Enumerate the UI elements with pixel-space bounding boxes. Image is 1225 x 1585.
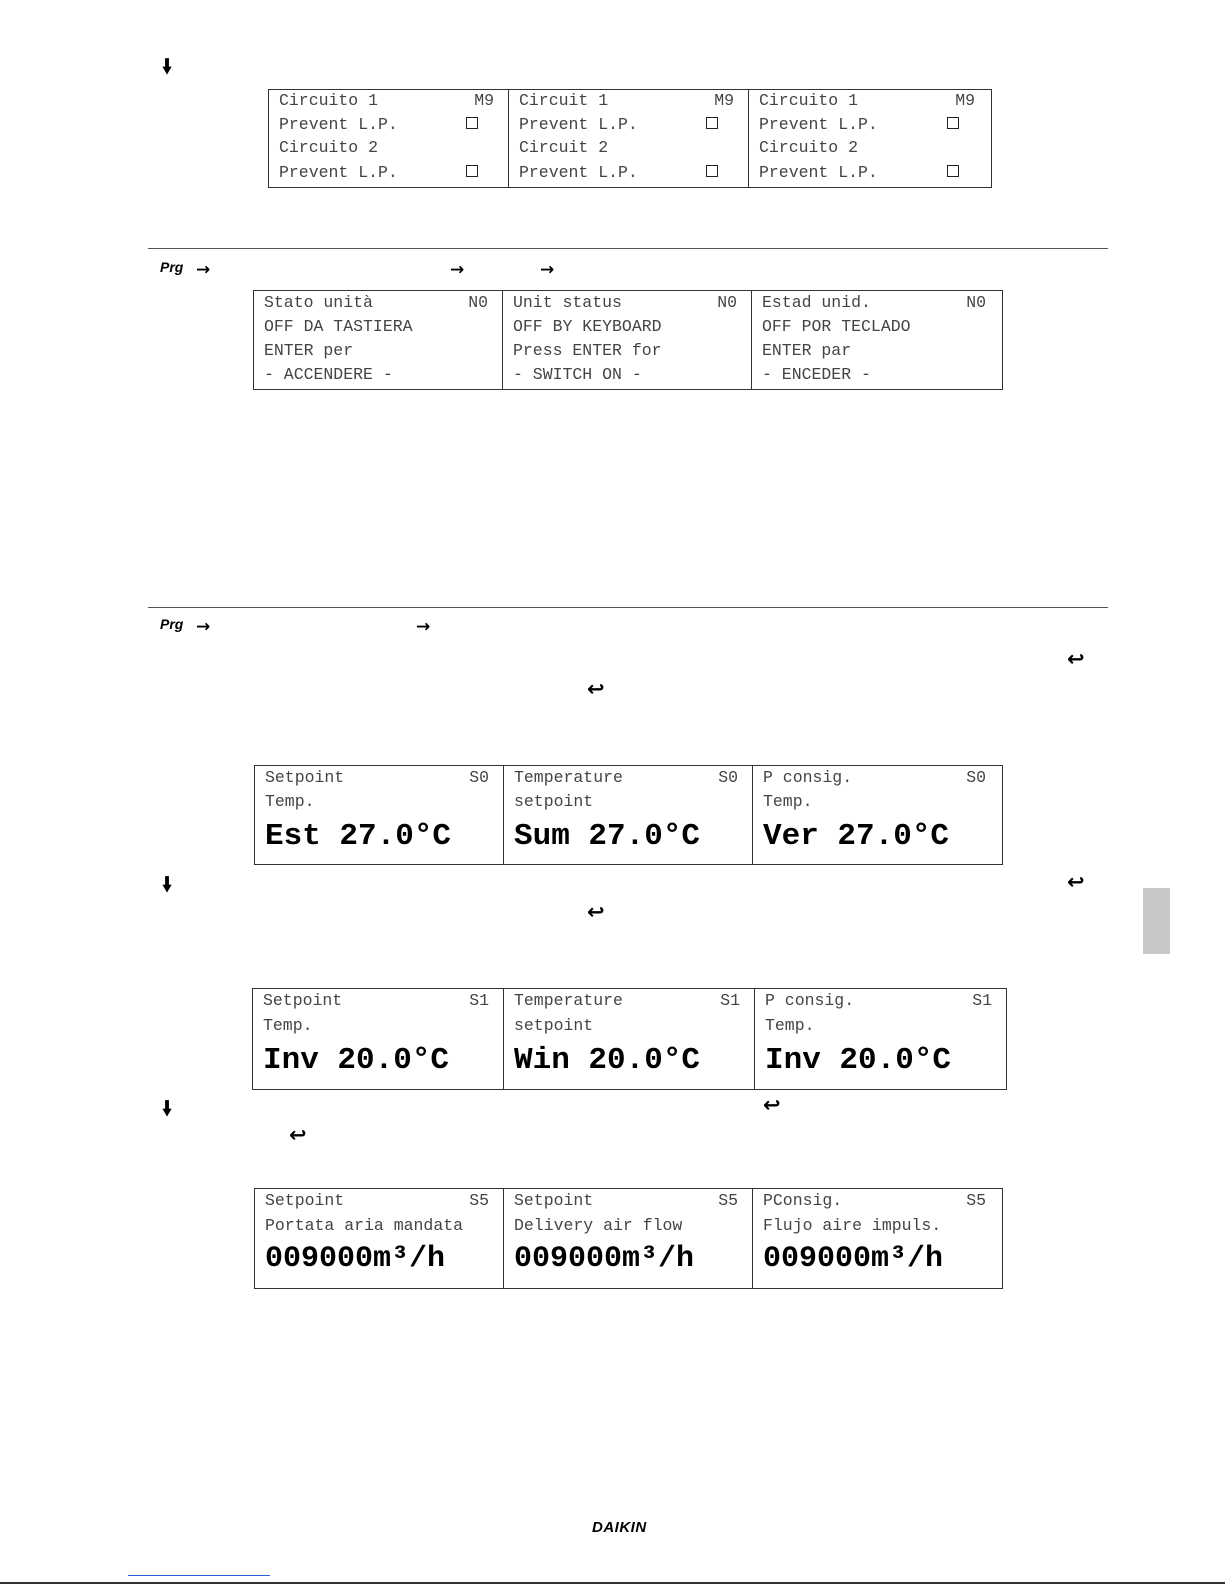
lcd-line-1: P consig.: [763, 768, 853, 787]
enter-return-icon: ↩: [587, 677, 605, 701]
lcd-line-4: Prevent L.P.: [279, 163, 398, 182]
prg-key-label: Prg: [160, 259, 184, 275]
lcd-panel-italian: [255, 1189, 504, 1288]
setpoint-value: Inv 20.0°C: [263, 1043, 450, 1078]
setpoint-value: Ver 27.0°C: [763, 819, 950, 854]
screen-code: S5: [469, 1191, 489, 1210]
screen-code: N0: [468, 293, 488, 312]
screen-code: S0: [966, 768, 986, 787]
lcd-line-1: Stato unità: [264, 293, 373, 312]
lcd-line-1: Setpoint: [265, 1191, 345, 1210]
right-arrow-icon: →: [416, 617, 431, 637]
lcd-line-1: Circuit 1: [519, 91, 609, 110]
lcd-line-2: setpoint: [514, 792, 594, 811]
lcd-line-3: ENTER per: [264, 341, 354, 360]
lcd-line-1: PConsig.: [763, 1191, 843, 1210]
lcd-line-3: ENTER par: [762, 341, 852, 360]
footer-divider: [0, 1582, 1225, 1584]
setpoint-value: Win 20.0°C: [514, 1043, 701, 1078]
lcd-line-2: Temp.: [763, 792, 813, 811]
screen-code: S5: [718, 1191, 738, 1210]
enter-return-icon: ↩: [289, 1123, 307, 1147]
right-arrow-icon: →: [196, 260, 211, 280]
prg-key-label: Prg: [160, 616, 184, 632]
right-arrow-icon: →: [196, 617, 211, 637]
lcd-line-1: Setpoint: [265, 768, 345, 787]
lcd-line-1: Setpoint: [263, 991, 343, 1010]
lcd-line-2: Delivery air flow: [514, 1216, 683, 1235]
lcd-line-1: Circuito 1: [279, 91, 379, 110]
checkbox-icon: [947, 117, 959, 129]
lcd-line-4: - SWITCH ON -: [513, 365, 642, 384]
enter-return-icon: ↩: [587, 900, 605, 924]
airflow-value: 009000m³/h: [265, 1242, 446, 1276]
lcd-line-1: Setpoint: [514, 1191, 594, 1210]
lcd-panel-spanish: [749, 90, 989, 187]
setpoint-value: Inv 20.0°C: [765, 1043, 952, 1078]
lcd-line-1: Unit status: [513, 293, 622, 312]
section-divider: [148, 248, 1108, 249]
lcd-line-2: OFF DA TASTIERA: [264, 317, 413, 336]
down-arrow-icon: 🠛: [162, 872, 173, 896]
lcd-line-3: Circuito 2: [279, 138, 379, 157]
lcd-line-2: Prevent L.P.: [279, 115, 398, 134]
lcd-panel-italian: [254, 291, 503, 389]
enter-return-icon: ↩: [763, 1093, 781, 1117]
screen-code: S0: [469, 768, 489, 787]
screen-code: S0: [718, 768, 738, 787]
lcd-line-3: Circuit 2: [519, 138, 609, 157]
lcd-line-2: OFF POR TECLADO: [762, 317, 911, 336]
daikin-logo: DAIKIN: [592, 1519, 647, 1536]
airflow-value: 009000m³/h: [763, 1242, 944, 1276]
page-side-tab: [1143, 888, 1170, 954]
lcd-line-1: Temperature: [514, 991, 623, 1010]
lcd-panel-spanish: [753, 766, 1000, 864]
footer-link-underline: [128, 1575, 270, 1576]
enter-return-icon: ↩: [1067, 647, 1085, 671]
screen-code: S1: [469, 991, 489, 1010]
checkbox-icon: [706, 117, 718, 129]
screen-code: S5: [966, 1191, 986, 1210]
setpoint-value: Est 27.0°C: [265, 819, 452, 854]
screen-code: M9: [714, 91, 734, 110]
lcd-panel-english: [509, 90, 749, 187]
lcd-panel-english: [503, 291, 752, 389]
lcd-panel-spanish: [752, 291, 1000, 389]
screen-code: M9: [955, 91, 975, 110]
lcd-display-s1: [252, 988, 1007, 1090]
screen-code: S1: [972, 991, 992, 1010]
screen-code: M9: [474, 91, 494, 110]
enter-return-icon: ↩: [1067, 870, 1085, 894]
lcd-panel-english: [504, 766, 753, 864]
lcd-display-s5: [254, 1188, 1003, 1289]
lcd-line-3: Press ENTER for: [513, 341, 662, 360]
lcd-line-1: Circuito 1: [759, 91, 859, 110]
lcd-line-3: Circuito 2: [759, 138, 859, 157]
lcd-line-4: Prevent L.P.: [519, 163, 638, 182]
lcd-panel-spanish: [753, 1189, 1000, 1288]
airflow-value: 009000m³/h: [514, 1242, 695, 1276]
section-divider: [148, 607, 1108, 608]
right-arrow-icon: →: [450, 260, 465, 280]
lcd-line-2: Prevent L.P.: [759, 115, 878, 134]
lcd-line-2: Temp.: [263, 1016, 313, 1035]
lcd-panel-italian: [255, 766, 504, 864]
lcd-line-1: P consig.: [765, 991, 855, 1010]
lcd-line-2: OFF BY KEYBOARD: [513, 317, 662, 336]
lcd-line-2: Temp.: [765, 1016, 815, 1035]
lcd-line-2: setpoint: [514, 1016, 594, 1035]
checkbox-icon: [466, 117, 478, 129]
lcd-panel-english: [504, 989, 755, 1089]
lcd-line-2: Flujo aire impuls.: [763, 1216, 942, 1235]
setpoint-value: Sum 27.0°C: [514, 819, 701, 854]
lcd-line-2: Portata aria mandata: [265, 1216, 464, 1235]
lcd-line-4: - ENCEDER -: [762, 365, 871, 384]
lcd-line-4: - ACCENDERE -: [264, 365, 393, 384]
screen-code: N0: [717, 293, 737, 312]
lcd-line-2: Prevent L.P.: [519, 115, 638, 134]
lcd-panel-italian: [269, 90, 509, 187]
checkbox-icon: [947, 165, 959, 177]
lcd-line-2: Temp.: [265, 792, 315, 811]
checkbox-icon: [466, 165, 478, 177]
lcd-line-1: Estad unid.: [762, 293, 871, 312]
lcd-display-n0: [253, 290, 1003, 390]
lcd-display-m9: [268, 89, 992, 188]
screen-code: S1: [720, 991, 740, 1010]
lcd-line-4: Prevent L.P.: [759, 163, 878, 182]
lcd-display-s0: [254, 765, 1003, 865]
down-arrow-icon: 🠛: [162, 1096, 173, 1120]
lcd-panel-spanish: [755, 989, 1006, 1089]
lcd-panel-italian: [253, 989, 504, 1089]
lcd-panel-english: [504, 1189, 753, 1288]
checkbox-icon: [706, 165, 718, 177]
down-arrow-icon: 🠛: [162, 54, 173, 78]
lcd-line-1: Temperature: [514, 768, 623, 787]
screen-code: N0: [966, 293, 986, 312]
right-arrow-icon: →: [540, 260, 555, 280]
